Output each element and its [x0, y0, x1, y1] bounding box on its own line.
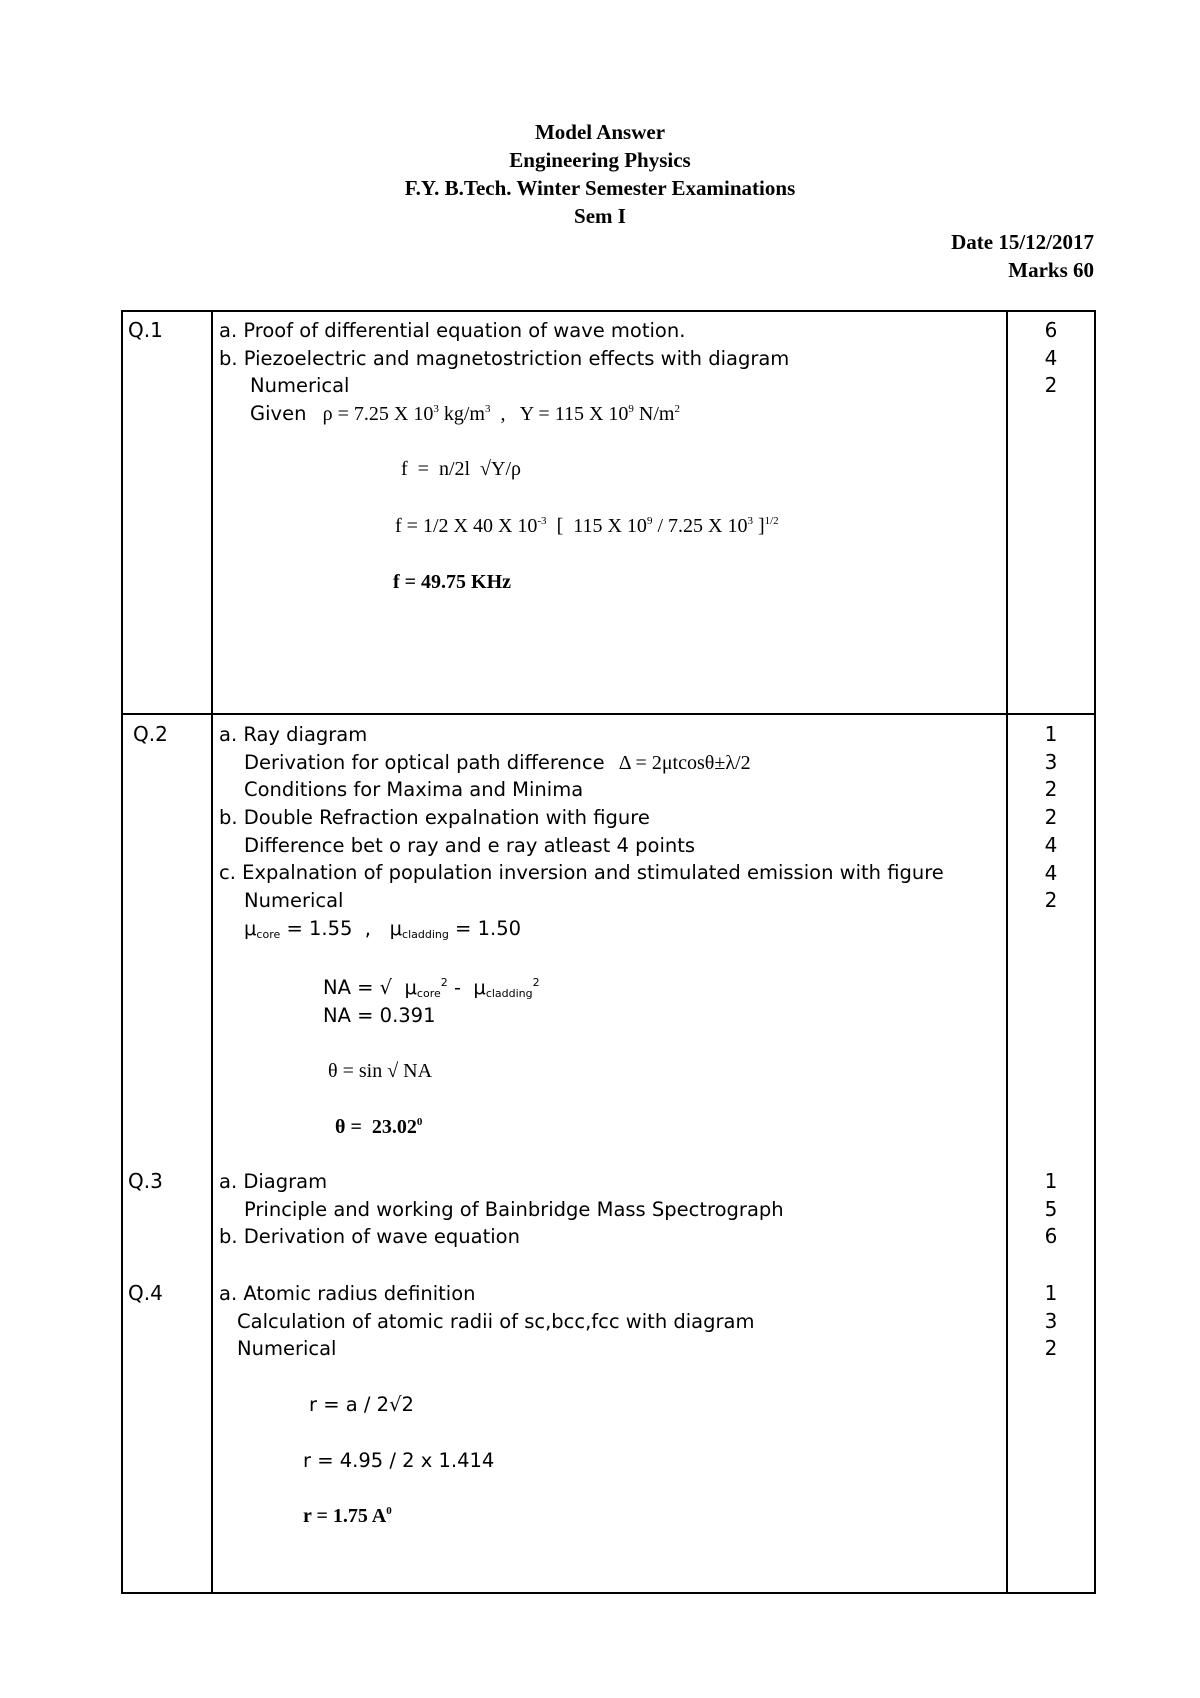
q2-part-b1: Difference bet o ray and e ray atleast 4 points [244, 833, 696, 857]
q3-answer-cell [219, 1168, 784, 1251]
q1-given-prefix: Given [250, 402, 307, 426]
q1-mark-b: 4 [1044, 345, 1058, 370]
q4-marks [1008, 1280, 1094, 1363]
table-border-left [121, 310, 123, 1594]
q2-equation-3: θ = sin √ NA [328, 1060, 433, 1082]
q2-answer-cell [219, 721, 944, 943]
q2-mark-7: 2 [1044, 888, 1058, 913]
q3-part-a: a. Diagram [219, 1170, 328, 1193]
q1-given-equation: ρ = 7.25 X $10^3$ $kg/m^3$ , Y = 115 X $10^9$ $N/m^2$ [322, 403, 680, 426]
q2-path-formula: Δ = 2μtcosθ±λ/2 [618, 751, 751, 774]
q2-mark-1: 1 [1044, 722, 1058, 746]
q3-mark-3: 6 [1044, 1224, 1058, 1249]
q2-mark-5: 4 [1044, 832, 1058, 857]
q2-result: θ = 23.02$^0$ [335, 1116, 423, 1138]
question-label-q2: Q.2 [133, 722, 168, 746]
q2-equation-2: NA = 0.391 [323, 1004, 436, 1027]
q1-mark-a: 6 [1044, 318, 1058, 342]
q2-equation-1: NA = √ $\mu_{core}^2 - \mu_{cladding}^2$ [323, 976, 540, 1000]
question-label-q3: Q.3 [128, 1169, 163, 1193]
q2-part-a: a. Ray diagram [219, 723, 368, 746]
q4-numerical-label: Numerical [237, 1337, 337, 1361]
q1-result: f = 49.75 KHz [393, 571, 512, 593]
q1-mark-numerical: 2 [1044, 373, 1058, 398]
exam-date: Date 15/12/2017 [951, 230, 1094, 254]
q2-part-a1-text: Derivation for optical path difference [244, 750, 605, 774]
question-label-q1: Q.1 [128, 318, 163, 342]
q4-result: r = 1.75 $A^0$ [303, 1505, 392, 1527]
q2-mark-6: 4 [1044, 860, 1058, 885]
q3-mark-1: 1 [1044, 1169, 1058, 1193]
table-border-bottom [121, 1592, 1096, 1594]
q1-part-b: b. Piezoelectric and magnetostriction effects with diagram [219, 346, 790, 370]
q2-part-a2: Conditions for Maxima and Minima [244, 778, 584, 802]
q2-given-equation: $\mu_{core} = 1.55$ , $\mu_{cladding} = 1.50$ [244, 916, 522, 941]
q3-part-b: b. Derivation of wave equation [219, 1225, 520, 1249]
q1-answer-cell [219, 317, 789, 428]
q4-equation-2: r = 4.95 / 2 x 1.414 [303, 1449, 495, 1472]
q4-part-a1: Calculation of atomic radii of sc,bcc,fcc with diagram [237, 1309, 755, 1333]
table-row-divider [121, 713, 1096, 715]
q2-part-b: b. Double Refraction expalnation with figure [219, 806, 650, 830]
exam-meta [951, 228, 1094, 284]
q4-answer-cell [219, 1280, 754, 1363]
q1-part-a: a. Proof of differential equation of wave motion. [219, 319, 686, 342]
question-label-q4: Q.4 [128, 1281, 163, 1305]
doc-title: Model Answer [534, 120, 666, 144]
q4-mark-1: 1 [1044, 1281, 1058, 1305]
q2-mark-2: 3 [1044, 749, 1058, 774]
subject-title: Engineering Physics [509, 148, 691, 172]
q2-part-c: c. Expalnation of population inversion and stimulated emission with figure [219, 861, 944, 885]
q1-given-line [219, 400, 789, 428]
document-header [0, 118, 1200, 230]
q1-numerical-label: Numerical [250, 374, 350, 398]
q1-equation-2: f = 1/2 X 40 X $10^{-3}$ [ 115 X $10^9 / 7.25$ X $10^3$ ]$^{1/2}$ [395, 515, 779, 537]
table-border-right [1094, 310, 1096, 1594]
q4-equation-1: r = a / 2√2 [309, 1393, 414, 1416]
total-marks: Marks 60 [1008, 258, 1094, 282]
q3-marks [1008, 1168, 1094, 1251]
table-border-top [121, 310, 1096, 312]
q2-mark-4: 2 [1044, 805, 1058, 830]
q2-marks [1008, 721, 1094, 915]
q3-mark-2: 5 [1044, 1196, 1058, 1221]
table-col-divider-2 [1006, 310, 1008, 1594]
q2-numerical-label: Numerical [244, 889, 344, 913]
q1-marks [1008, 317, 1094, 400]
q2-mark-3: 2 [1044, 777, 1058, 802]
semester-title: Sem I [574, 204, 626, 228]
table-col-divider-1 [211, 310, 213, 1594]
q4-mark-2: 3 [1044, 1308, 1058, 1333]
q2-part-a1 [219, 749, 944, 777]
q4-part-a: a. Atomic radius definition [219, 1282, 476, 1305]
q1-equation-1: f = n/2l √Y/ρ [401, 458, 522, 480]
q4-mark-3: 2 [1044, 1336, 1058, 1361]
q3-part-a1: Principle and working of Bainbridge Mass Spectrograph [244, 1197, 784, 1221]
exam-title: F.Y. B.Tech. Winter Semester Examinations [404, 176, 796, 200]
